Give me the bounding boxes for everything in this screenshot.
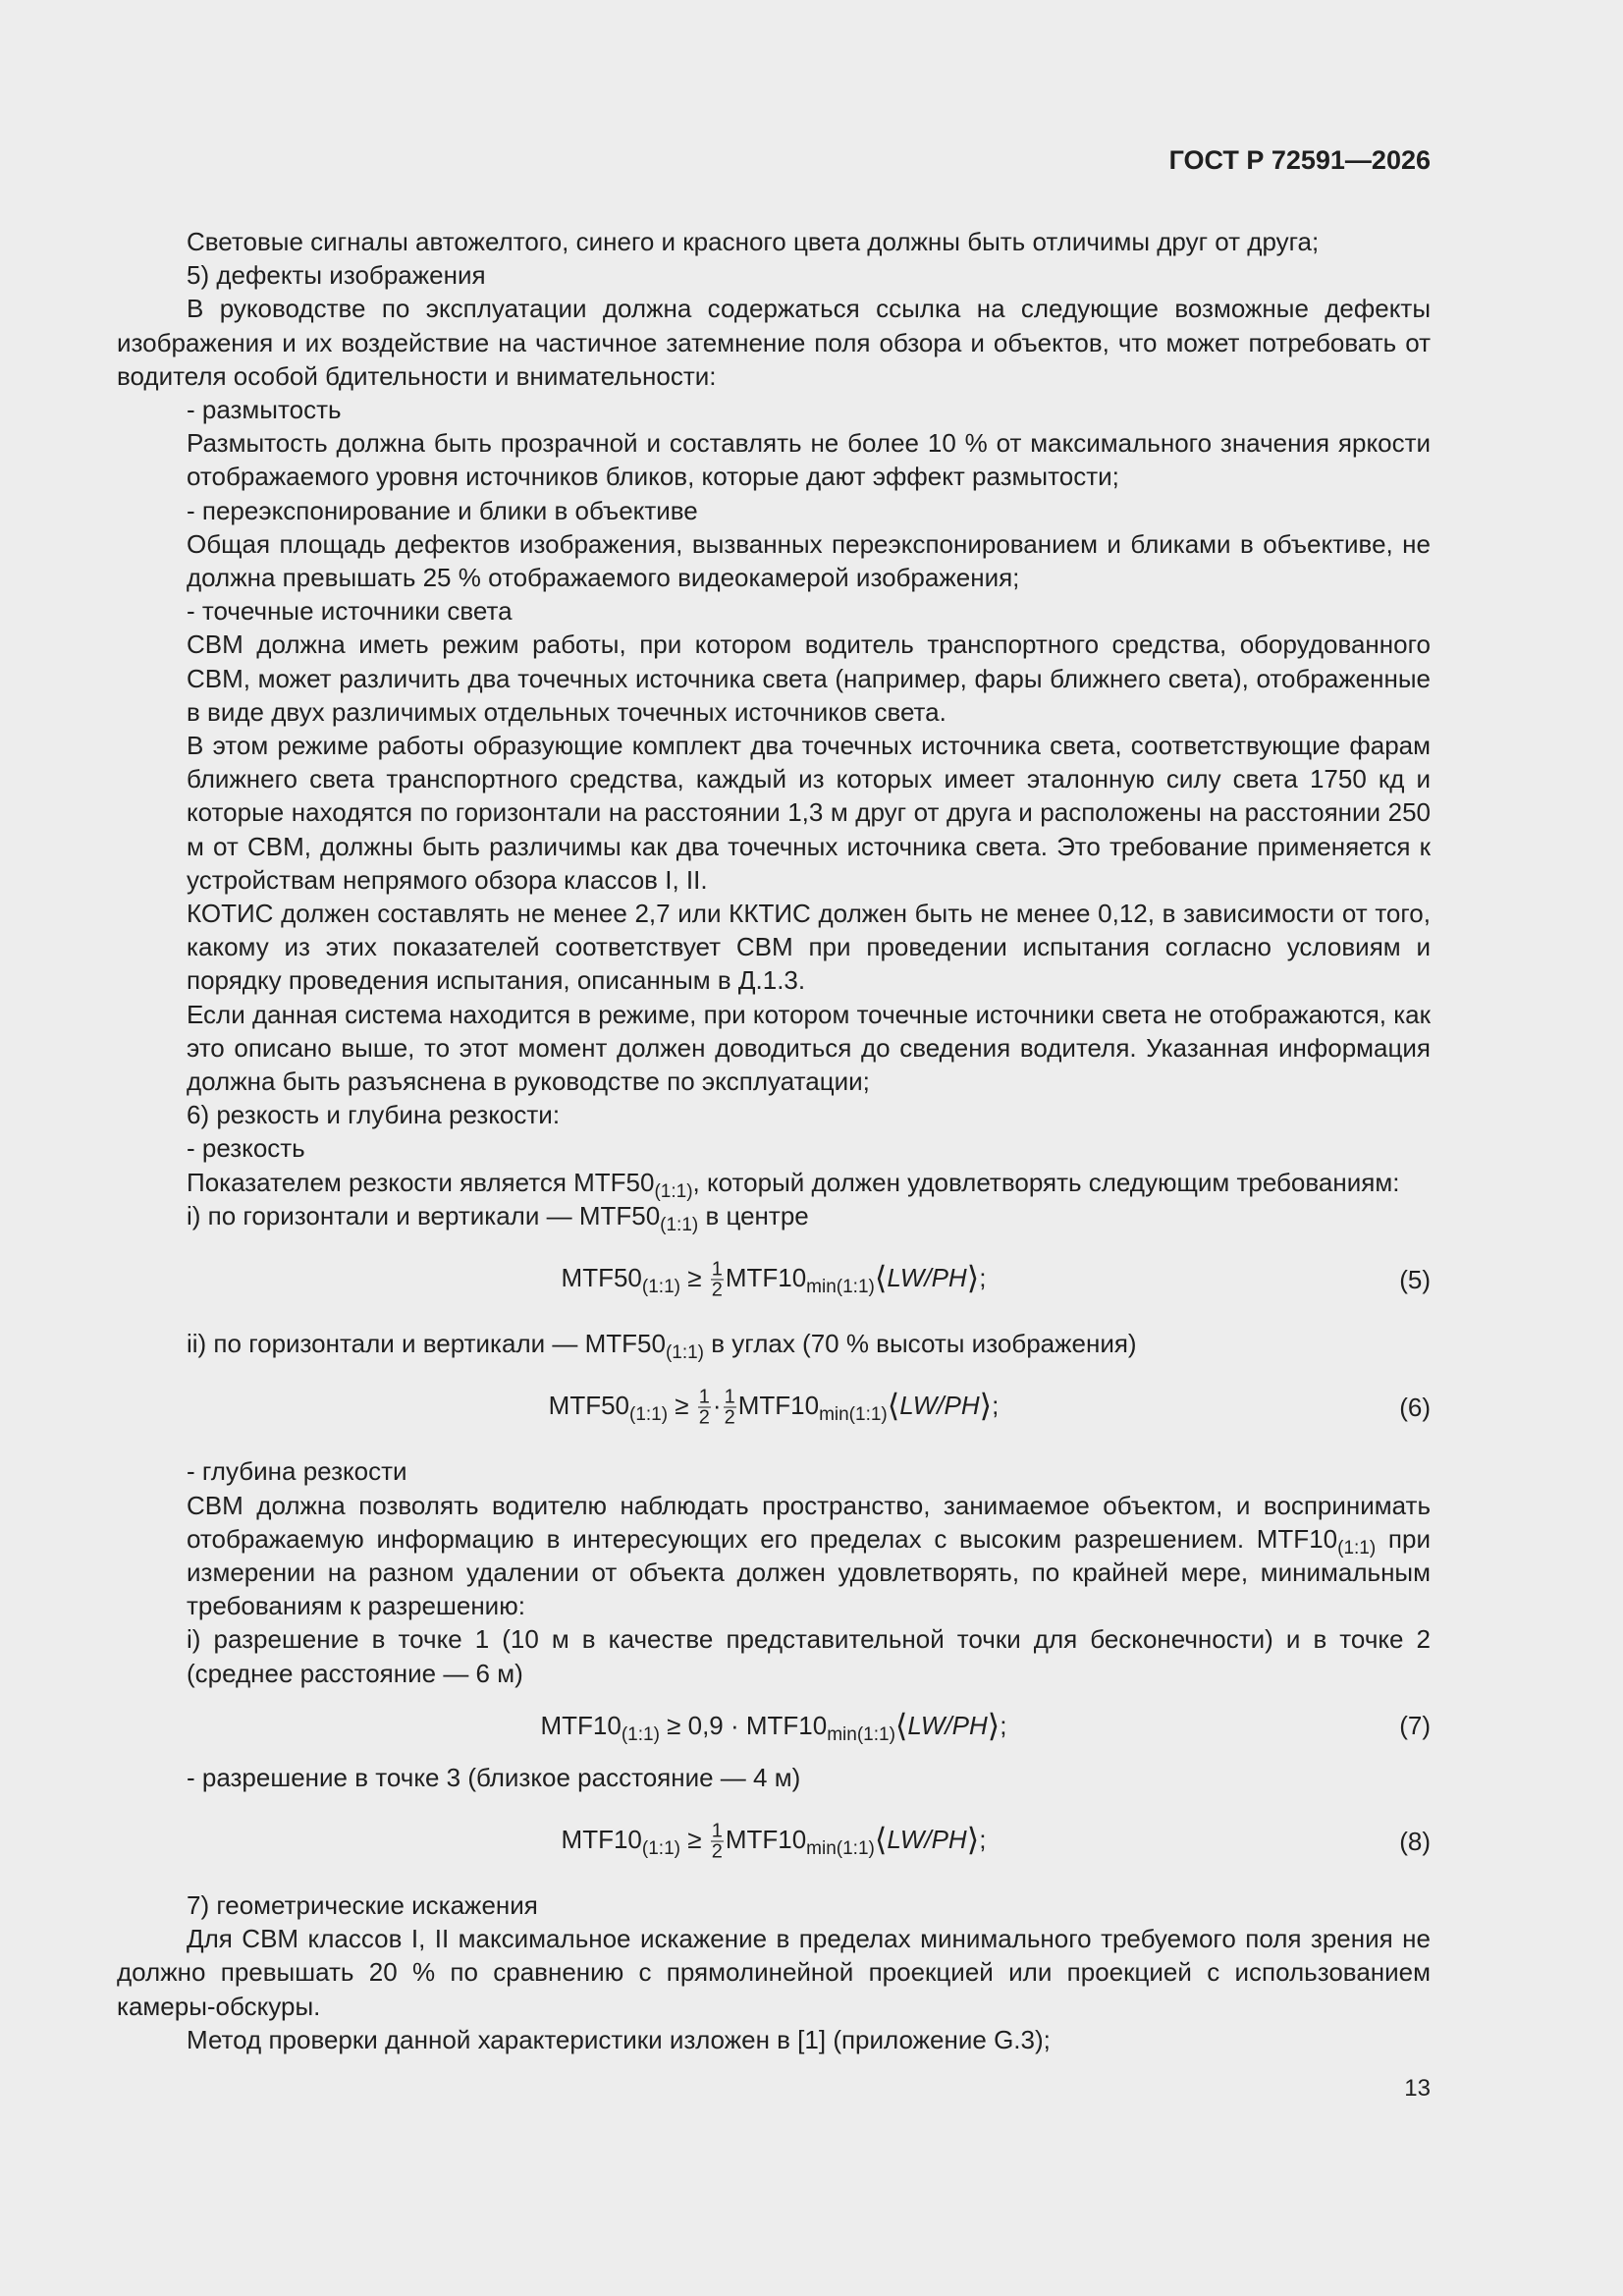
subscript: min(1:1) <box>806 1837 875 1859</box>
list-item: 5) дефекты изображения <box>187 260 486 291</box>
fraction <box>724 1388 736 1428</box>
list-item: - резкость <box>187 1133 305 1164</box>
list-item: - разрешение в точке 3 (близкое расстояние — 4 м) <box>187 1762 801 1792</box>
formula-expression <box>117 1821 1431 1861</box>
formula-lhs: MTF50 <box>561 1262 642 1292</box>
formula-argument: LW/PH <box>887 1262 967 1292</box>
paragraph: КОТИС должен составлять не менее 2,7 или ККТИС должен быть не менее 0,12, в зависимости от того, какому из этих показателей соответствует СВМ при проведении испытания согласно условиям и порядку проведения испытания, описанным в Д.1.3. <box>187 899 1431 996</box>
fraction-numerator: 1 <box>711 1820 723 1842</box>
formula-expression <box>117 1707 1431 1745</box>
paragraph <box>117 1166 1431 1202</box>
formula-expression <box>117 1388 1431 1428</box>
formula-rhs: MTF10 <box>725 1262 807 1292</box>
text-span: i) по горизонтали и вертикали — MTF50 <box>187 1200 661 1230</box>
paragraph: Если данная система находится в режиме, при котором точечные источники света не отображаются, как это описано выше, то этот момент должен доводиться до сведения водителя. Указанная информация должна быть разъяснена в руководстве по эксплуатации; <box>187 999 1432 1097</box>
list-item: 7) геометрические искажения <box>187 1889 538 1920</box>
paragraph: СВМ должна иметь режим работы, при котором водитель транспортного средства, оборудованного СВМ, может различить два точечных источника света (например, фары ближнего света), отображенные в виде двух различимых отдельных точечных источников света. <box>187 629 1431 727</box>
formula-number: (5) <box>1399 1264 1431 1294</box>
left-angle-bracket: ⟨ <box>887 1388 900 1424</box>
fraction-denominator: 2 <box>711 1840 723 1863</box>
fraction <box>711 1260 724 1300</box>
subscript: (1:1) <box>621 1723 660 1745</box>
formula-expression <box>117 1260 1431 1300</box>
subscript: min(1:1) <box>806 1276 875 1297</box>
formula-5 <box>117 1232 1431 1327</box>
formula-number: (7) <box>1399 1710 1431 1740</box>
text-span: Показателем резкости является MTF50 <box>187 1167 655 1197</box>
formula-argument: LW/PH <box>887 1824 967 1854</box>
formula-number: (6) <box>1399 1393 1431 1423</box>
page-number: 13 <box>1404 2075 1431 2102</box>
paragraph: Размытость должна быть прозрачной и составлять не более 10 % от максимального значения яркости отображаемого уровня источников бликов, которые дают эффект размытости; <box>187 428 1431 492</box>
fraction-numerator: 1 <box>698 1386 710 1408</box>
formula-lhs: MTF10 <box>561 1824 642 1854</box>
subscript: (1:1) <box>665 1342 705 1364</box>
formula-argument: LW/PH <box>907 1710 988 1740</box>
formula-rhs: MTF10 <box>725 1824 807 1854</box>
formula-operator: ≥ <box>668 1391 696 1421</box>
text-span: , который должен удовлетворять следующим требованиям: <box>692 1167 1400 1197</box>
left-angle-bracket: ⟨ <box>874 1821 888 1857</box>
subscript: (1:1) <box>641 1276 680 1297</box>
paragraph: В этом режиме работы образующие комплект два точечных источника света, соответствующие фарам ближнего света транспортного средства, каждый из которых имеет эталонную силу света 1750 кд и которые находятся по горизонтали на расстоянии 1,3 м друг от друга и расположены на расстоянии 250 м от СВМ, должны быть различимы как два точечных источника света. Это требование применяется к устройствам непрямого обзора классов I, II. <box>187 731 1431 895</box>
fraction-denominator: 2 <box>711 1279 723 1301</box>
formula-operator: ≥ <box>679 1824 709 1854</box>
document-body <box>117 225 1431 2056</box>
formula-end: ; <box>979 1262 987 1292</box>
subscript: (1:1) <box>629 1404 669 1426</box>
formula-dot: · <box>712 1391 722 1421</box>
paragraph: Метод проверки данной характеристики изложен в [1] (приложение G.3); <box>187 2024 1051 2054</box>
document-header: ГОСТ Р 72591—2026 <box>1168 145 1431 175</box>
paragraph: Для СВМ классов I, II максимальное искажение в пределах минимального требуемого поля зрения не должно превышать 20 % по сравнению с прямолинейной проекцией или проекцией с использованием камеры-обскуры. <box>117 1924 1431 2021</box>
formula-end: ; <box>1000 1710 1007 1740</box>
list-item: i) разрешение в точке 1 (10 м в качестве представительной точки для бесконечности) и в точке 2 (среднее расстояние — 6 м) <box>187 1624 1431 1688</box>
list-item: - глубина резкости <box>187 1456 407 1487</box>
subscript: (1:1) <box>660 1214 699 1235</box>
text-span: в углах (70 % высоты изображения) <box>704 1329 1137 1359</box>
formula-rhs: MTF10 <box>745 1710 828 1740</box>
list-item: - размытость <box>187 395 342 425</box>
list-item <box>117 1199 1431 1235</box>
paragraph: Световые сигналы автожелтого, синего и красного цвета должны быть отличимы друг от друга; <box>187 227 1320 256</box>
left-angle-bracket: ⟨ <box>874 1259 888 1295</box>
formula-lhs: MTF50 <box>548 1391 629 1421</box>
right-angle-bracket: ⟩ <box>987 1707 1001 1743</box>
paragraph <box>117 1489 1431 1623</box>
list-item: - переэкспонирование и блики в объективе <box>187 495 698 525</box>
subscript: min(1:1) <box>819 1404 888 1426</box>
subscript: min(1:1) <box>827 1723 895 1745</box>
right-angle-bracket: ⟩ <box>979 1388 993 1424</box>
formula-end: ; <box>992 1391 1000 1421</box>
fraction-denominator: 2 <box>724 1406 735 1429</box>
fraction <box>711 1821 724 1861</box>
paragraph: Общая площадь дефектов изображения, вызванных переэкспонированием и бликами в объективе, не должна превышать 25 % отображаемого видеокамерой изображения; <box>187 528 1431 593</box>
formula-argument: LW/PH <box>899 1391 980 1421</box>
left-angle-bracket: ⟨ <box>894 1707 908 1743</box>
formula-8 <box>117 1794 1431 1888</box>
text-span: ii) по горизонтали и вертикали — MTF50 <box>187 1329 666 1359</box>
formula-number: (8) <box>1399 1826 1431 1856</box>
fraction-numerator: 1 <box>711 1258 723 1281</box>
list-item <box>117 1327 1431 1364</box>
right-angle-bracket: ⟩ <box>966 1259 980 1295</box>
formula-rhs: MTF10 <box>737 1391 820 1421</box>
formula-lhs: MTF10 <box>540 1710 622 1740</box>
subscript: (1:1) <box>1337 1537 1377 1558</box>
fraction <box>698 1388 711 1428</box>
formula-7 <box>117 1690 1431 1761</box>
text-span: СВМ должна позволять водителю наблюдать пространство, занимаемое объектом, и воспринимать отображаемую информацию в интересующих его пределах с высоким разрешением. MTF10 <box>187 1490 1431 1554</box>
formula-end: ; <box>979 1824 987 1854</box>
subscript: (1:1) <box>641 1837 680 1859</box>
subscript: (1:1) <box>654 1180 693 1202</box>
text-span: в центре <box>698 1200 809 1230</box>
formula-operator: ≥ 0,9 · <box>659 1710 746 1740</box>
fraction-numerator: 1 <box>724 1386 735 1408</box>
formula-6 <box>117 1360 1431 1454</box>
formula-operator: ≥ <box>679 1262 709 1292</box>
list-item: - точечные источники света <box>187 596 513 627</box>
fraction-denominator: 2 <box>698 1406 710 1429</box>
right-angle-bracket: ⟩ <box>966 1821 980 1857</box>
paragraph: В руководстве по эксплуатации должна содержаться ссылка на следующие возможные дефекты изображения и их воздействие на частичное затемнение поля обзора и объектов, что может потребовать от водителя особой бдительности и внимательности: <box>117 294 1431 391</box>
text-span: при измерении на разном удалении от объекта должен удовлетворять, по крайней мере, минимальным требованиям к разрешению: <box>187 1523 1431 1621</box>
list-item: 6) резкость и глубина резкости: <box>187 1100 561 1130</box>
